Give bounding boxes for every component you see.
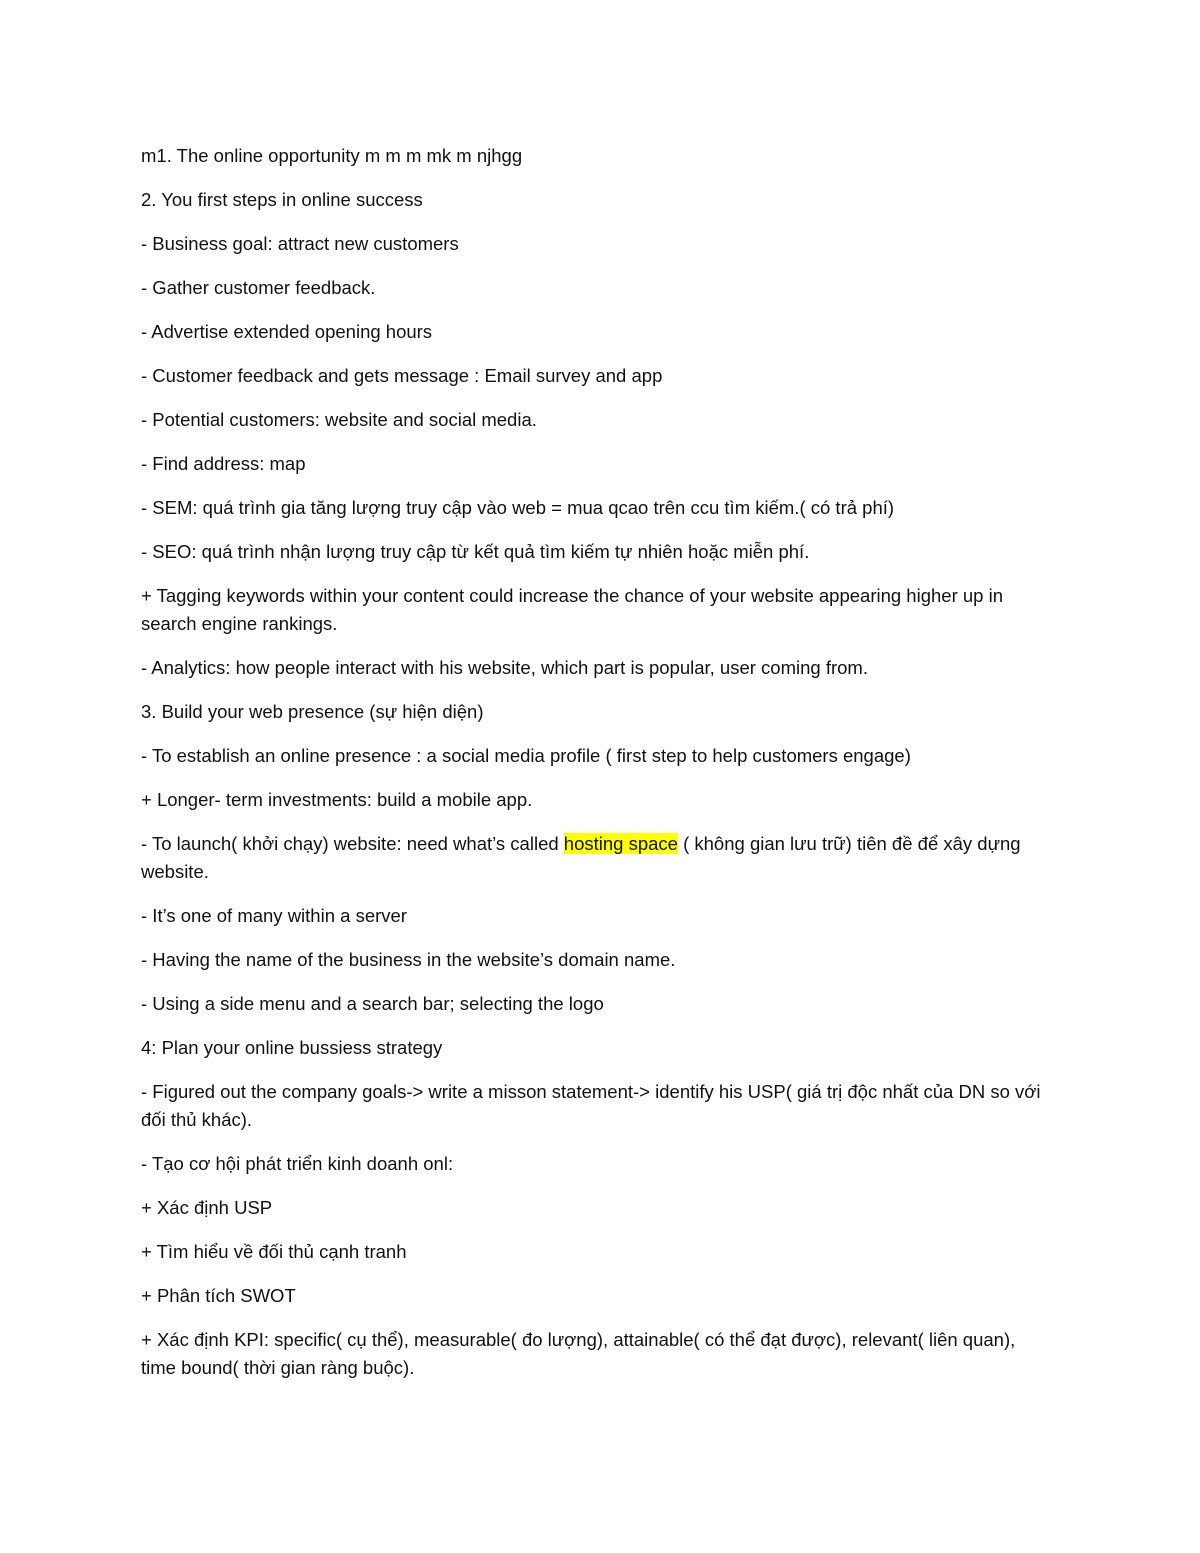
list-item: - Potential customers: website and social media. <box>141 409 537 430</box>
list-item: - Customer feedback and gets message : Email survey and app <box>141 365 663 386</box>
list-item: - Tạo cơ hội phát triển kinh doanh onl: <box>141 1153 454 1174</box>
list-item: - It’s one of many within a server <box>141 905 407 926</box>
list-item-sem: - SEM: quá trình gia tăng lượng truy cập vào web = mua qcao trên ccu tìm kiếm.( có trả phí) <box>141 497 895 518</box>
list-item: - Using a side menu and a search bar; selecting the logo <box>141 993 604 1014</box>
list-item: + Phân tích SWOT <box>141 1285 296 1306</box>
list-item-launch-website <box>141 830 1051 886</box>
document-body <box>141 142 1051 1398</box>
heading-online-strategy: 4: Plan your online bussiess strategy <box>141 1037 443 1058</box>
heading-web-presence: 3. Build your web presence (sự hiện diện) <box>141 701 484 722</box>
list-item-analytics: - Analytics: how people interact with his website, which part is popular, user coming from. <box>141 657 868 678</box>
list-item: + Tìm hiểu về đối thủ cạnh tranh <box>141 1241 407 1262</box>
list-item: - Having the name of the business in the website’s domain name. <box>141 949 676 970</box>
list-item: + Xác định USP <box>141 1197 273 1218</box>
highlighted-text: hosting space <box>563 833 678 854</box>
list-item: - Business goal: attract new customers <box>141 233 459 254</box>
list-item: - Advertise extended opening hours <box>141 321 433 342</box>
list-item-company-goals: - Figured out the company goals-> write a misson statement-> identify his USP( giá trị độc nhất của DN so với đối thủ khác). <box>141 1081 1041 1130</box>
list-item: + Longer- term investments: build a mobile app. <box>141 789 533 810</box>
list-item-kpi: + Xác định KPI: specific( cụ thể), measurable( đo lượng), attainable( có thể đạt được), relevant( liên quan), time bound( thời gian ràng buộc). <box>141 1329 1016 1378</box>
heading-online-opportunity: m1. The online opportunity m m m mk m njhgg <box>141 145 523 166</box>
list-item: - To establish an online presence : a social media profile ( first step to help customers engage) <box>141 745 911 766</box>
list-item: - Gather customer feedback. <box>141 277 376 298</box>
list-item-seo: - SEO: quá trình nhận lượng truy cập từ kết quả tìm kiếm tự nhiên hoặc miễn phí. <box>141 541 810 562</box>
list-item: - Find address: map <box>141 453 306 474</box>
heading-first-steps: 2. You first steps in online success <box>141 189 423 210</box>
text-run: ( không gian lưu trữ) tiên đề để xây dựng website. <box>141 833 1021 882</box>
text-run: - To launch( khởi chạy) website: need what’s called <box>141 833 564 854</box>
list-item-tagging: + Tagging keywords within your content could increase the chance of your website appearing higher up in search engine rankings. <box>141 585 1003 634</box>
